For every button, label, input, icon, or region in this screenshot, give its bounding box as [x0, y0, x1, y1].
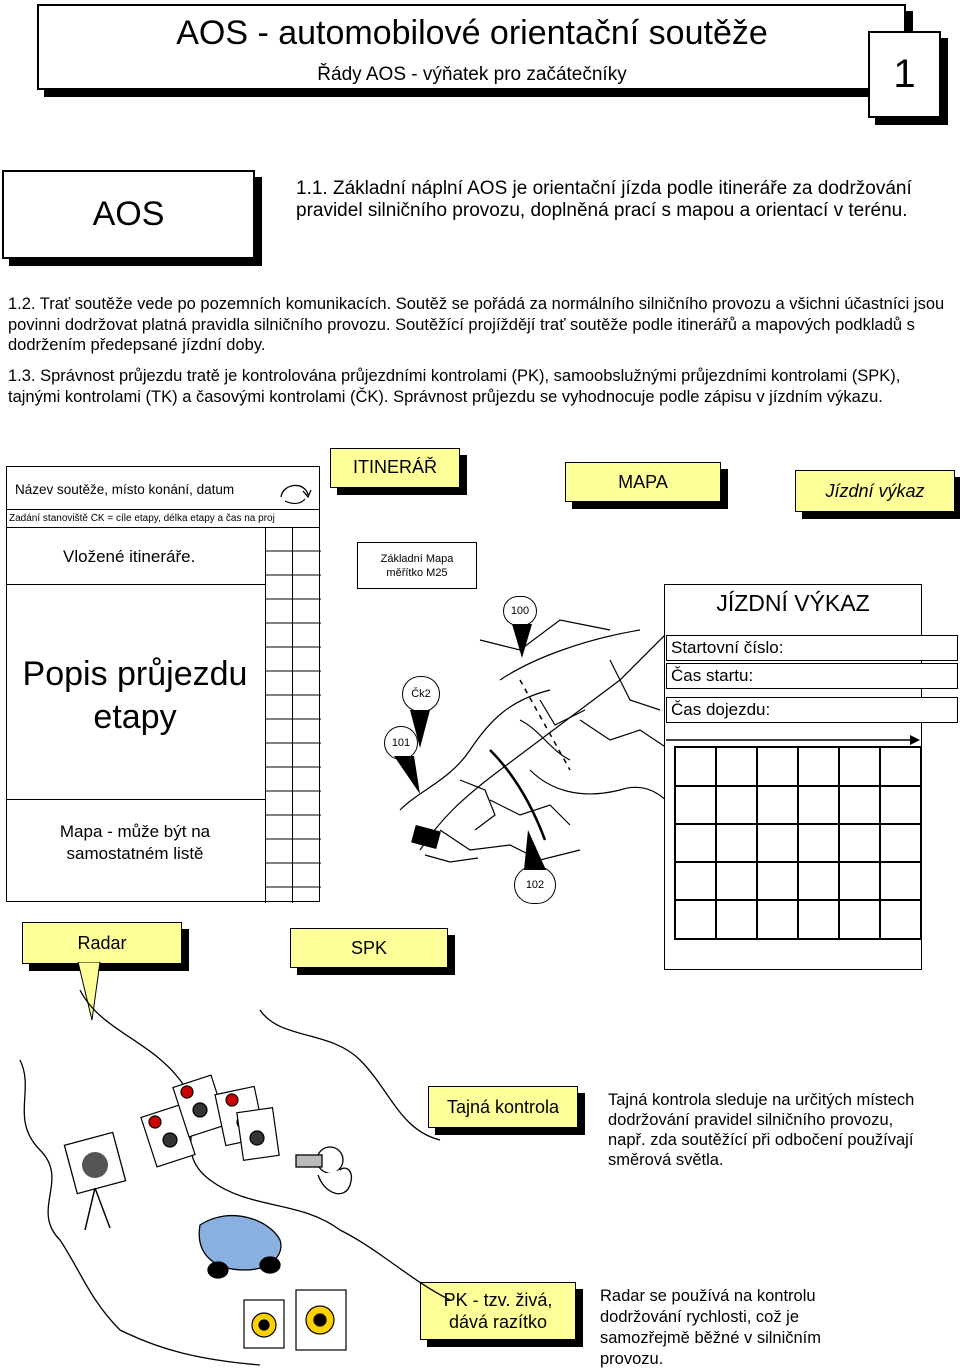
refresh-icon [275, 477, 315, 507]
spk-cards-icon [141, 1075, 279, 1167]
observer-icon [296, 1147, 351, 1194]
radar-icon [64, 1132, 125, 1230]
marker-100: 100 [503, 596, 537, 626]
callout-mapa: MAPA [565, 462, 721, 502]
marker-101-pointer [394, 756, 424, 796]
map-base-label [357, 542, 477, 589]
map-note: Mapa - může být na samostatném listě [59, 822, 211, 863]
note-radar: Radar se používá na kontrolu dodržování rychlosti, což je samozřejmě běžné v silničním provozu. [600, 1287, 821, 1368]
callout-pk: PK - tzv. živá, dává razítko [420, 1282, 576, 1340]
map-base-label-text: Základní Mapa měřítko M25 [380, 552, 454, 579]
marker-100-pointer [510, 624, 534, 660]
record-grid [674, 746, 924, 942]
record-start-time: Čas startu: [666, 663, 958, 689]
callout-itinerar: ITINERÁŘ [330, 448, 460, 488]
marker-101: 101 [384, 726, 418, 760]
marker-102: 102 [514, 866, 556, 904]
page-subtitle: Řády AOS - výňatek pro začátečníky [317, 64, 627, 85]
paragraph-1-2: 1.2. Trať soutěže vede po pozemních komunikacích. Soutěž se pořádá za normálního silničního provozu a všichni účastníci jsou povinni dodržovat platná pravidla silničního provozu. Soutěžící projíždějí trať soutěže podle itinerářů a mapových podkladů s dodržením předepsané jízdní doby. [8, 295, 945, 355]
car-icon [199, 1216, 281, 1278]
section-label-box [2, 170, 255, 259]
itinerary-sheet [6, 466, 320, 902]
record-start-number: Startovní číslo: [666, 635, 958, 661]
callout-tajna-kontrola: Tajná kontrola [428, 1086, 578, 1128]
page-number: 1 [893, 52, 916, 96]
itinerary-inserted: Vložené itineráře. [63, 547, 196, 566]
page-number-box [868, 31, 941, 118]
itinerary-task-line: Zadání stanoviště ČK = cíle etapy, délka etapy a čas na proj [9, 513, 275, 524]
page-title: AOS - automobilové orientační soutěže [176, 14, 768, 52]
header-box [37, 4, 906, 90]
note-tajna-kontrola: Tajná kontrola sleduje na určitých místech dodržování pravidel silničního provozu, např. zda soutěžící při odbočení používají směrová světla. [608, 1091, 915, 1169]
callout-jizdni-vykaz: Jízdní výkaz [795, 470, 955, 512]
marker-102-pointer [520, 830, 550, 870]
callout-radar: Radar [22, 922, 182, 964]
itinerary-grid [265, 527, 321, 903]
itinerary-name-line: Název soutěže, místo konání, datum [15, 482, 235, 497]
callout-spk: SPK [290, 928, 448, 968]
pk-cards-icon [244, 1290, 346, 1350]
record-finish-time: Čas dojezdu: [666, 697, 958, 723]
paragraph-1-1: 1.1. Základní náplní AOS je orientační jízda podle itineráře za dodržování pravidel silničního provozu, doplněná prací s mapou a orientací v terénu. [296, 178, 912, 221]
road-illustration [0, 970, 600, 1369]
record-title: JÍZDNÍ VÝKAZ [716, 590, 870, 616]
paragraph-1-3: 1.3. Správnost průjezdu tratě je kontrolována průjezdními kontrolami (PK), samoobslužnými průjezdními kontrolami (SPK), tajnými kontrolami (TK) a časovými kontrolami (ČK). Správnost průjezdu se vyhodnocuje podle zápisu v jízdním výkazu. [8, 367, 901, 406]
marker-ck2: Čk2 [402, 676, 440, 712]
section-label: AOS [92, 195, 165, 233]
route-description: Popis průjezdu etapy [22, 655, 248, 736]
